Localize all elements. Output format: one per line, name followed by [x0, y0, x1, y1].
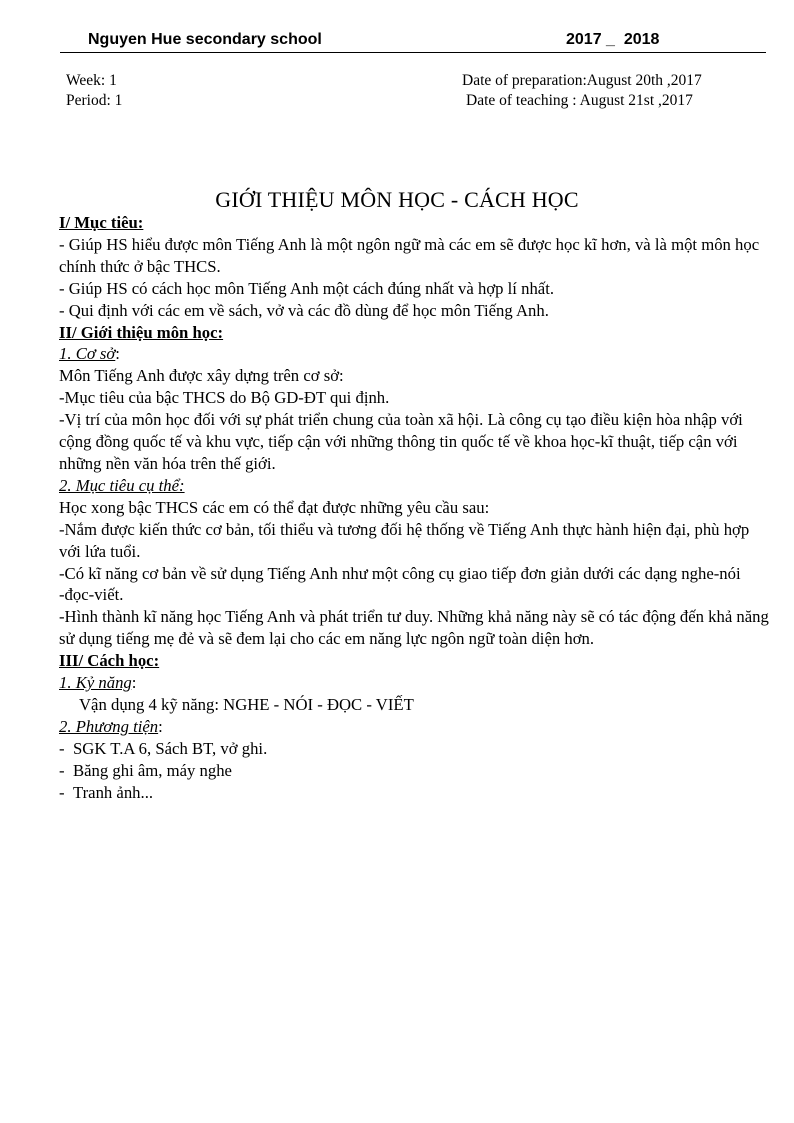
lesson-body: [59, 212, 771, 803]
lesson-meta-left: [66, 71, 122, 111]
material-item: - Băng ghi âm, máy nghe: [59, 760, 232, 780]
week-label: Week: 1: [66, 72, 117, 89]
goal-line: -Hình thành kĩ năng học Tiếng Anh và phát triển tư duy. Những khả năng này sẽ có tác động đến khả năng sử dụng tiếng mẹ đẻ và sẽ đem lại cho các em năng lực ngôn ngữ toàn diện hơn.: [59, 607, 769, 649]
page-header: [60, 28, 766, 53]
skills-line: Vận dụng 4 kỹ năng: NGHE - NÓI - ĐỌC - VIẾT: [79, 694, 414, 714]
subsection-basis-heading: 1. Cơ sở: [59, 344, 116, 364]
basis-line: -Vị trí của môn học đối với sự phát triển chung của toàn xã hội. Là công cụ tạo điều kiện hòa nhập với cộng đồng quốc tế và khu vực, tiếp cận với những thông tin quốc tế về khoa học-kĩ thuật, tiếp cận với những nền văn hóa trên thế giới.: [59, 410, 743, 473]
subsection-skills-heading: 1. Kỷ năng: [59, 673, 132, 693]
lesson-meta-right: [462, 71, 702, 111]
preparation-date: Date of preparation:August 20th ,2017: [462, 72, 702, 89]
material-item: - SGK T.A 6, Sách BT, vở ghi.: [59, 738, 268, 758]
objective-line: - Qui định với các em về sách, vở và các đồ dùng để học môn Tiếng Anh.: [59, 300, 549, 320]
section-introduction-heading: II/ Giới thiệu môn học:: [59, 322, 224, 342]
material-item-text: Tranh ảnh...: [73, 782, 154, 802]
material-item: - Tranh ảnh...: [59, 782, 154, 802]
subsection-materials-heading: 2. Phương tiện: [59, 716, 159, 736]
material-item-text: Băng ghi âm, máy nghe: [73, 760, 232, 780]
school-name: Nguyen Hue secondary school: [88, 31, 322, 48]
section-objectives-heading: I/ Mục tiêu:: [59, 213, 144, 232]
school-year: 2017 _ 2018: [566, 31, 660, 48]
teaching-date: Date of teaching : August 21st ,2017: [466, 92, 693, 109]
basis-line: Môn Tiếng Anh được xây dựng trên cơ sở:: [59, 366, 344, 386]
subsection-colon: :: [158, 716, 163, 736]
subsection-colon: :: [115, 344, 120, 364]
goal-line: -Nắm được kiến thức cơ bản, tối thiểu và tương đối hệ thống về Tiếng Anh thực hành hiện đại, phù hợp với lứa tuổi.: [59, 519, 750, 561]
subsection-colon: :: [131, 673, 137, 693]
lesson-title: GIỚI THIỆU MÔN HỌC - CÁCH HỌC: [215, 187, 579, 212]
objective-line: - Giúp HS hiểu được môn Tiếng Anh là một ngôn ngữ mà các em sẽ được học kĩ hơn, và là một môn học chính thức ở bậc THCS.: [59, 234, 760, 276]
goal-line: Học xong bậc THCS các em có thể đạt được những yêu cầu sau:: [59, 497, 490, 517]
material-item-text: SGK T.A 6, Sách BT, vở ghi.: [73, 738, 268, 758]
subsection-goals-heading: 2. Mục tiêu cụ thể:: [59, 475, 185, 495]
goal-line: -Có kĩ năng cơ bản về sử dụng Tiếng Anh như một công cụ giao tiếp đơn giản dưới các dạng nghe-nói -đọc-viết.: [59, 563, 741, 605]
section-method-heading: III/ Cách học:: [59, 651, 160, 671]
basis-line: -Mục tiêu của bậc THCS do Bộ GD-ĐT qui định.: [59, 388, 390, 408]
period-label: Period: 1: [66, 92, 123, 109]
objective-line: - Giúp HS có cách học môn Tiếng Anh một cách đúng nhất và hợp lí nhất.: [59, 278, 555, 298]
